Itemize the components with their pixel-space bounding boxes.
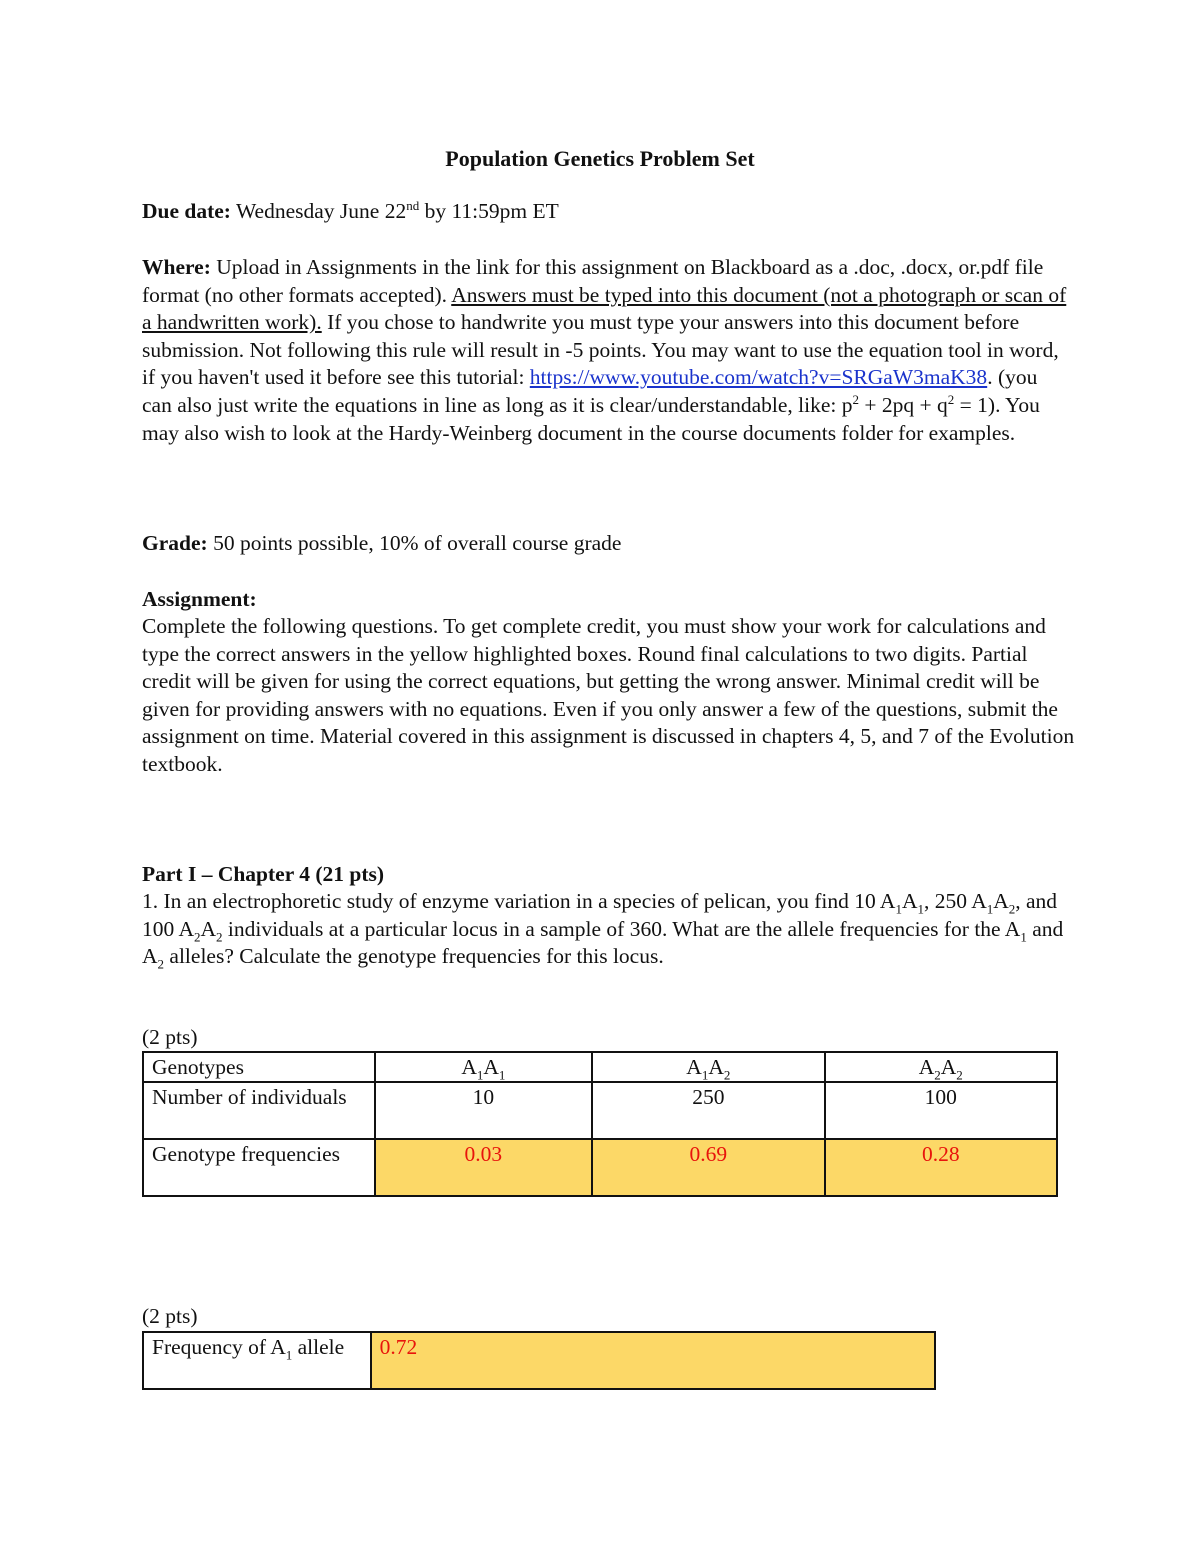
genotype-a1a1-header: $A_1A_1$ (375, 1052, 592, 1082)
freq-a2a2-answer[interactable]: 0.28 (825, 1139, 1057, 1196)
typed-answers-requirement: Answers must be typed into this document (not a photograph or scan of a handwritten work). (142, 282, 1067, 335)
number-of-individuals-label: Number of individuals (143, 1082, 375, 1139)
table-row (143, 1082, 1057, 1139)
part1-heading: Part I – Chapter 4 (21 pts) (142, 862, 385, 886)
allele-a1-frequency-answer[interactable]: 0.72 (371, 1332, 935, 1389)
allele-frequency-table (142, 1331, 936, 1390)
table-row (143, 1052, 1057, 1082)
table-row (143, 1332, 935, 1389)
genotype-a1a2-header: $A_1A_2$ (592, 1052, 824, 1082)
count-a1a2: 250 (592, 1082, 824, 1139)
question-1: 1. In an electrophoretic study of enzyme variation in a species of pelican, you find 10 $A_1A_1$, 250 $A_1A_2$, and 100 $A_2A_2$ individuals at a particular locus in a sample of 360. What are the allele frequencies for the $A_1$ and $A_2$ alleles? Calculate the genotype frequencies for this locus. (142, 889, 1064, 972)
table1-points: (2 pts) (142, 1025, 198, 1049)
due-date-line: Due date: Wednesday June 22nd by 11:59pm ET (142, 197, 559, 223)
genotypes-header: Genotypes (143, 1052, 375, 1082)
genotype-table (142, 1051, 1058, 1197)
allele-a1-label: Frequency of $A_1$ allele (143, 1332, 371, 1389)
genotype-frequencies-label: Genotype frequencies (143, 1139, 375, 1196)
count-a2a2: 100 (825, 1082, 1057, 1139)
where-paragraph: Where: Upload in Assignments in the link for this assignment on Blackboard as a .doc, .docx, or.pdf file format (no other formats accepted). Answers must be typed into this document (not a photograph or scan of a handwritten work). If you chose to handwrite you must type your answers into this document before submission. Not following this rule will result in -5 points. You may want to use the equation tool in word, if you haven't used it before see this tutorial: https://www.youtube.com/watch?v=SRGaW3maK38. (you can also just write the equations in line as long as it is clear/understandable, like: $p^2 + 2pq + q^2 = 1$). You may also wish to look at the Hardy-Weinberg document in the course documents folder for examples. (142, 255, 1067, 445)
count-a1a1: 10 (375, 1082, 592, 1139)
table2-points: (2 pts) (142, 1304, 198, 1328)
grade-line: Grade: 50 points possible, 10% of overall course grade (142, 531, 622, 555)
where-label: Where: (142, 255, 211, 279)
tutorial-link[interactable]: https://www.youtube.com/watch?v=SRGaW3maK38 (529, 365, 988, 390)
page-title: Population Genetics Problem Set (445, 146, 755, 171)
table-row (143, 1139, 1057, 1196)
assignment-instructions: Complete the following questions. To get complete credit, you must show your work for calculations and type the correct answers in the yellow highlighted boxes. Round final calculations to two digits. Partial credit will be given for using the correct equations, but getting the wrong answer. Minimal credit will be given for providing answers with no equations. Even if you only answer a few of the questions, submit the assignment on time. Material covered in this assignment is discussed in chapters 4, 5, and 7 of the Evolution textbook. (142, 614, 1075, 776)
assignment-label: Assignment: (142, 587, 257, 611)
genotype-a2a2-header: $A_2A_2$ (825, 1052, 1057, 1082)
freq-a1a1-answer[interactable]: 0.03 (375, 1139, 592, 1196)
grade-label: Grade: (142, 531, 208, 555)
due-date-label: Due date: (142, 199, 231, 223)
freq-a1a2-answer[interactable]: 0.69 (592, 1139, 824, 1196)
